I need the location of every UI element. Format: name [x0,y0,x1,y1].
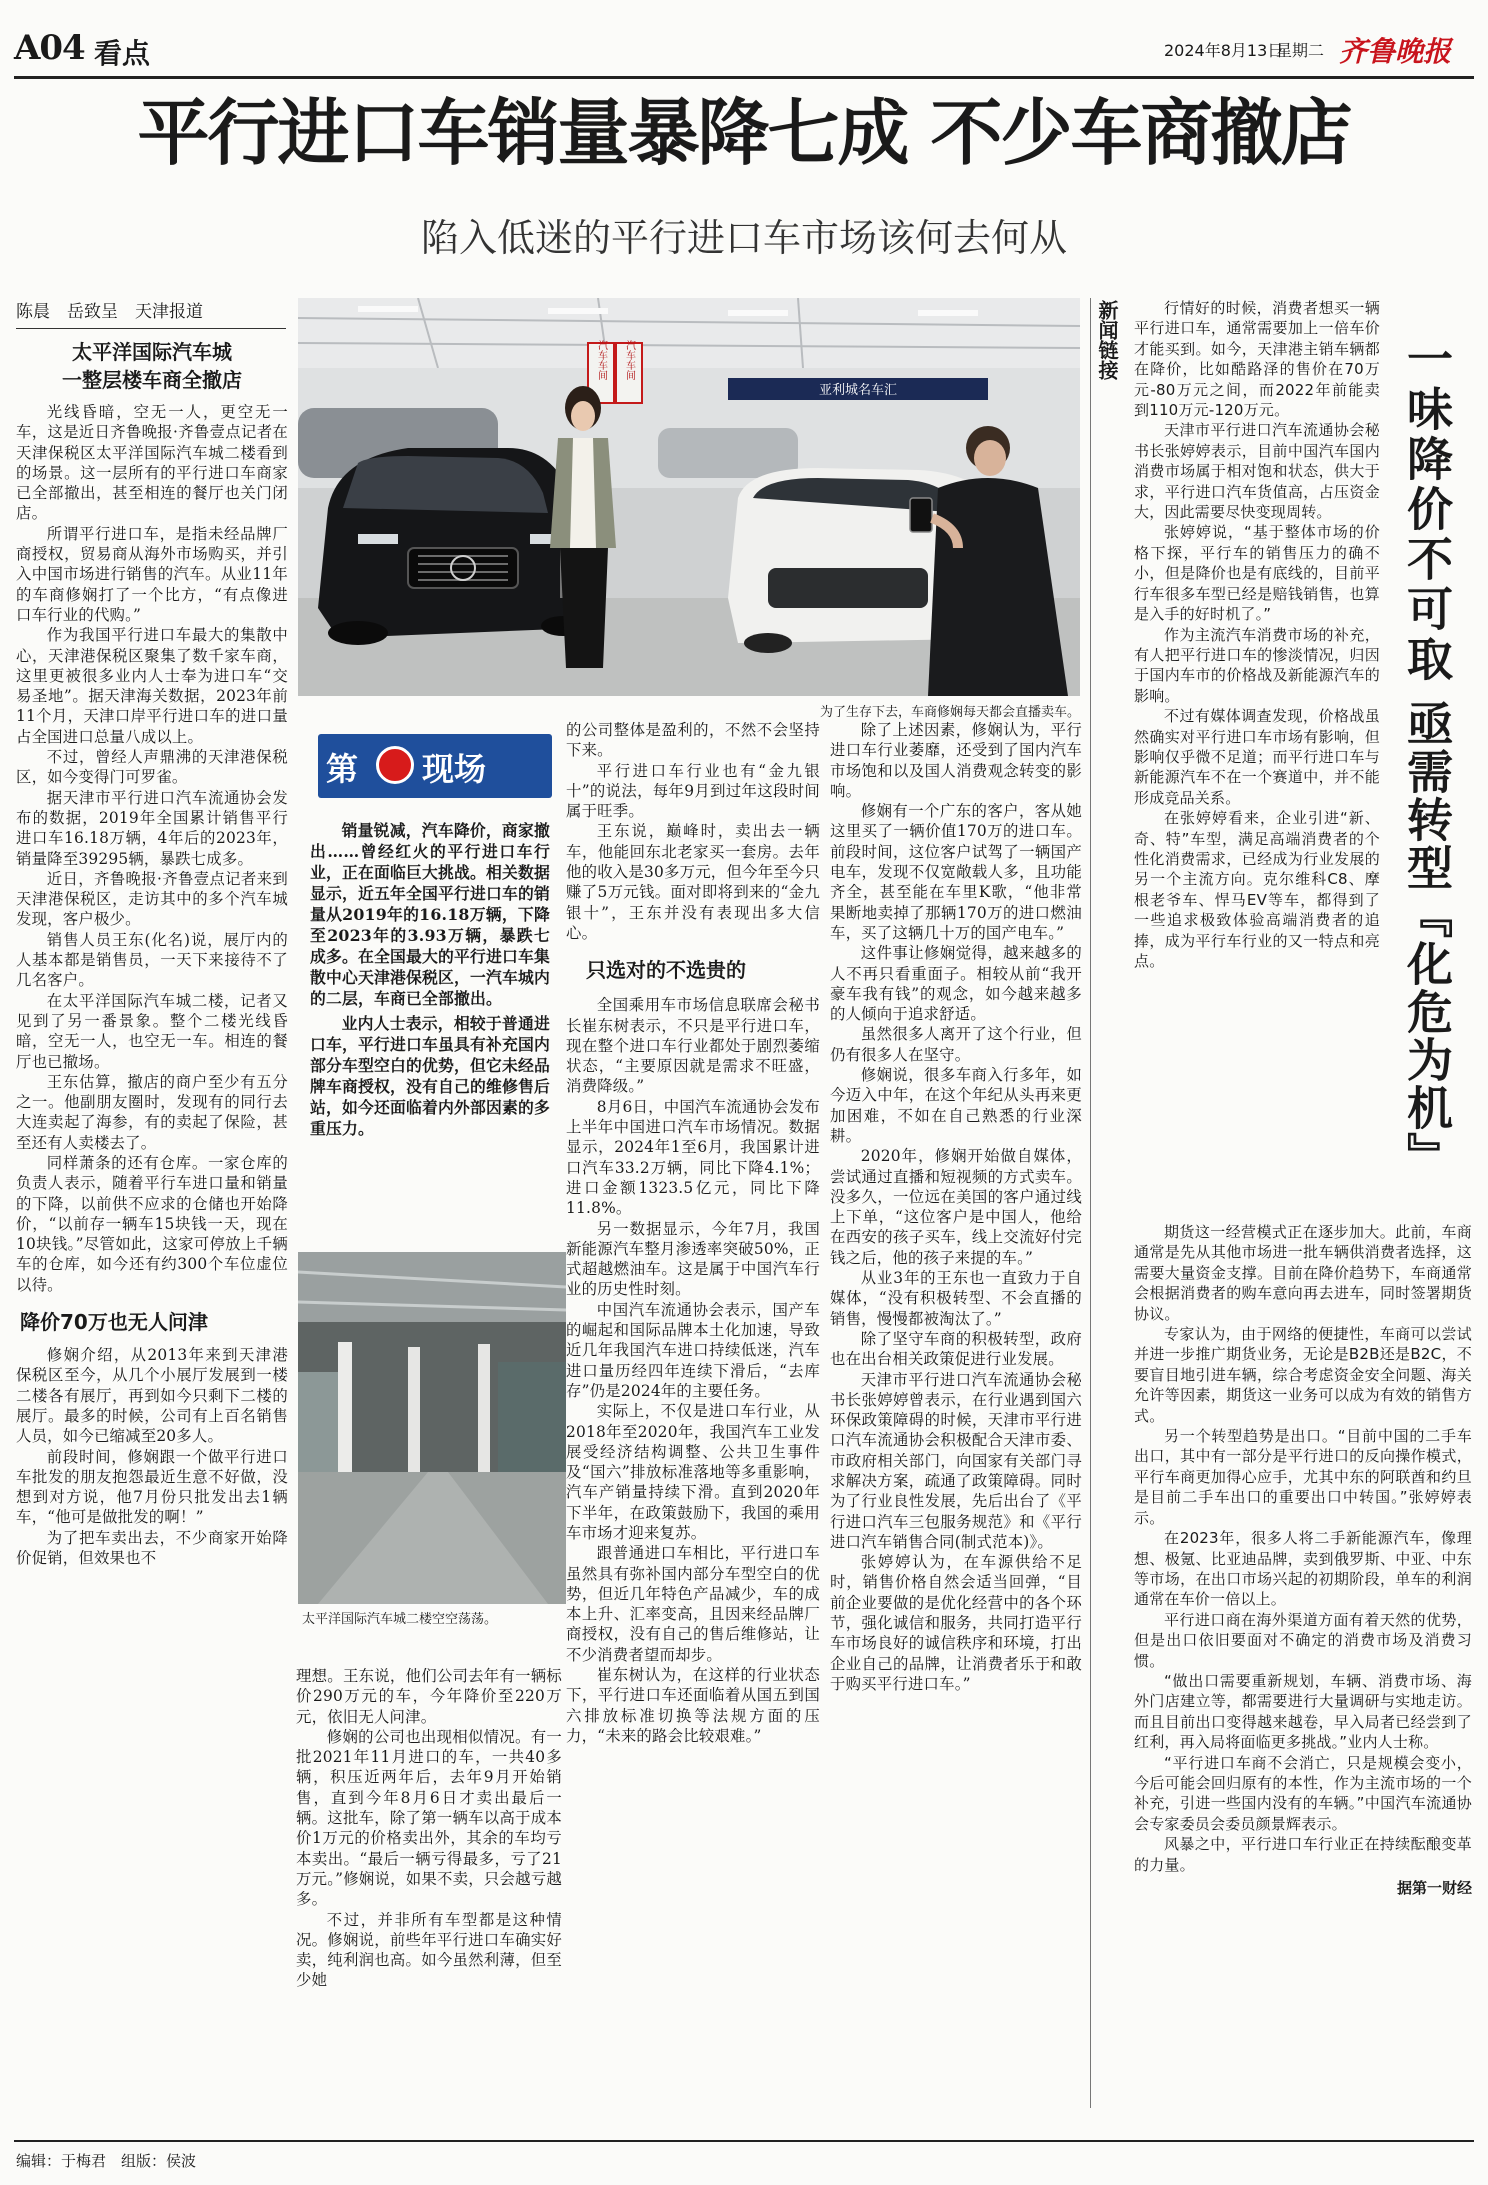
col1-para: 近日，齐鲁晚报·齐鲁壹点记者来到天津港保税区，走访其中的多个汽车城发现，客户极少。 [16,869,288,929]
sidebar-source: 据第一财经 [1396,1879,1472,1897]
sidebar-narrow [1134,298,1380,971]
sidebar-title-1: 一味降价不可取 [1400,335,1454,685]
col1-heading-2: 降价70万也无人问津 [20,1310,208,1335]
col4-para: 张婷婷认为，在车源供给不足时，销售价格自然会适当回弹，“目前企业要做的是优化经营中的各个环节，强化诚信和服务，共同打造平行车市场良好的诚信秩序和环境，打出企业自己的品牌，让消费者乐于和敢于购买平行进口车。” [830,1553,1082,1693]
col3-heading: 只选对的不选贵的 [586,958,746,983]
sidebar-para: 天津市平行进口汽车流通协会秘书长张婷婷表示，目前中国汽车国内消费市场属于相对饱和状态，供大于求，平行进口汽车货值高，占压资金大，因此需要尽快变现周转。 [1134,421,1380,522]
sidebar-para: “做出口需要重新规划，车辆、消费市场、海外门店建立等，都需要进行大量调研与实地走访。而且目前出口变得越来越卷，早入局者已经尝到了红利，再入局将面临更多挑战。”业内人士称。 [1134,1671,1472,1752]
column-4 [830,720,1082,1694]
scene-logo-left: 第 [326,750,359,788]
col1-para: 同样萧条的还有仓库。一家仓库的负责人表示，随着平行车进口量和销量的下降，以前供不应求的仓储也开始降价，“以前存一辆车15块钱一天，现在10块钱。”尽管如此，这家可停放上千辆车的仓库，如今还有约300个车位虚位以待。 [16,1153,288,1294]
col4-para: 除了上述因素，修娴认为，平行进口车行业萎靡，还受到了国内汽车市场饱和以及国人消费观念转变的影响。 [830,721,1082,800]
sidebar-label [1094,300,1120,380]
sidebar-para: 不过有媒体调查发现，价格战虽然确实对平行进口车市场有影响，但影响仅乎微不足道；而平行进口车与新能源汽车不在一个赛道中，并不能形成竞品关系。 [1134,707,1380,807]
sidebar-para: 行情好的时候，消费者想买一辆平行进口车，通常需要加上一倍车价才能买到。如今，天津港主销车辆都在降价，比如酷路泽的售价在70万元-80万元之间，而2022年前能卖到110万元-120万元。 [1134,299,1380,420]
lead-para: 销量锐减，汽车降价，商家撤出……曾经红火的平行进口车行业，正在面临巨大挑战。相关数据显示，近五年全国平行进口车的销量从2019年的16.18万辆，下降至2023年的3.93万辆，暴跌七成多。在全国最大的平行进口车集散中心天津港保税区，一汽车城内的二层，车商已全部撤出。 [310,821,550,1008]
paper-logo: 齐鲁晚报 [1339,35,1452,68]
scene-logo-mark [376,746,414,784]
page-header [14,28,1474,68]
col4-para: 2020年，修娴开始做自媒体，尝试通过直播和短视频的方式卖车。没多久，一位远在美国的客户通过线上下单，“这位客户是中国人，他给在西安的孩子买车，线上交流好付完钱之后，他的孩子来提的车。” [830,1147,1082,1267]
col1-para: 不过，曾经人声鼎沸的天津港保税区，如今变得门可罗雀。 [16,748,288,787]
sign-b: 汽车车间 [623,340,635,380]
col2-para: 不过，并非所有车型都是这种情况。修娴说，前些年平行进口车确实好卖，纯利润也高。如今虽然利薄，但至少她 [296,1910,562,1990]
col4-para: 修娴说，很多车商入行多年，如今迈入中年，在这个年纪从头再来更加困难，不如在自己熟悉的行业深耕。 [830,1066,1082,1145]
sign-a: 汽车车间 [595,340,607,380]
sidebar-para: 在张婷婷看来，企业引进“新、奇、特”车型，满足高端消费者的个性化消费需求，已经成为行业发展的另一个主流方向。克尔维科C8、摩根老爷车、悍马EV等车，都得到了一些追求极致体验高端消费者的追捧，成为平行车行业的又一特点和亮点。 [1134,809,1380,970]
col1-para: 据天津市平行进口汽车流通协会发布的数据，2019年全国累计销售平行进口车16.18万辆，4年后的2023年，销量降至39295辆，暴跌七成多。 [16,788,288,868]
col1-para: 王东估算，撤店的商户至少有五分之一。他副朋友圈时，发现有的同行去大连卖起了海参，有的卖起了保险，甚至还有人卖楼去了。 [16,1072,288,1152]
col3-para: 8月6日，中国汽车流通协会发布上半年中国进口汽车市场情况。数据显示，2024年1至6月，我国累计进口汽车33.2万辆，同比下降4.1%；进口金额1323.5亿元，同比下降11.8%。 [566,1097,820,1218]
col3-para: 平行进口车行业也有“金九银十”的说法，每年9月到过年这段时间属于旺季。 [566,761,820,821]
sidebar-para: 另一个转型趋势是出口。“目前中国的二手车出口，其中有一部分是平行进口的反向操作模式，平行车商更加得心应手，尤其中东的阿联酋和约旦是目前二手车出口的重要出口中转国。”张婷婷表示。 [1134,1427,1472,1527]
col4-para: 这件事让修娴觉得，越来越多的人不再只看重面子。相较从前“我开豪车我有钱”的观念，如今越来越多的人倾向于追求舒适。 [830,944,1082,1024]
column-3 [566,720,820,1746]
col3-para: 全国乘用车市场信息联席会秘书长崔东树表示，不只是平行进口车，现在整个进口车行业都处于剧烈萎缩状态，“主要原因就是需求不旺盛，消费降级。” [566,996,820,1096]
col4-para: 从业3年的王东也一直致力于自媒体，“没有积极转型、不会直播的销售，慢慢都被淘汰了。” [830,1269,1082,1328]
header-rule [14,76,1474,79]
empty-floor-photo-caption: 太平洋国际汽车城二楼空空荡荡。 [302,1612,498,1627]
news-link-label: 新闻链接 [1095,300,1119,380]
sidebar-title-2: 亟需转型『化危为机』 [1400,700,1454,1180]
empty-floor-photo [298,1252,566,1604]
headline-subtitle: 陷入低迷的平行进口车市场该何去何从 [420,216,1067,260]
col4-para: 虽然很多人离开了这个行业，但仍有很多人在坚守。 [830,1025,1082,1064]
col1-para: 修娴介绍，从2013年来到天津港保税区至今，从几个小展厅发展到一楼二楼各有展厅，再到如今只剩下二楼的展厅。最多的时候，公司有上百名销售人员，如今已缩减至20多人。 [16,1346,288,1446]
sidebar-para: 专家认为，由于网络的便捷性，车商可以尝试并进一步推广期货业务，无论是B2B还是B2C，不要盲目地引进车辆，综合考虑资金安全问题、海关允许等因素，期货这一业务可以成为有效的销售方式。 [1134,1325,1472,1425]
col2-para: 理想。王东说，他们公司去年有一辆标价290万元的车，今年降价至220万元，依旧无人问津。 [296,1667,562,1726]
lead-para: 业内人士表示，相较于普通进口车，平行进口车虽具有补充国内部分车型空白的优势，但它未经品牌车商授权，没有自己的维修售后站，如今还面临着内外部因素的多重压力。 [310,1014,550,1138]
col3-para: 的公司整体是盈利的，不然不会坚持下来。 [566,721,820,760]
sidebar-para: “平行进口车商不会消亡，只是规模会变小，今后可能会回归原有的本性，作为主流市场的一个补充，引进一些国内没有的车辆。”中国汽车流通协会专家委员会委员颜景辉表示。 [1134,1753,1472,1833]
page-label: A04 [14,28,85,68]
col4-para: 修娴有一个广东的客户，客从她这里买了一辆价值170万的进口车。前段时间，这位客户试驾了一辆国产电车，发现不仅宽敞载人多，且功能齐全，甚至能在车里K歌，“他非常果断地卖掉了那辆170万的进口燃油车，买了这辆几十万的国产电车。” [830,802,1082,942]
col1-para: 前段时间，修娴跟一个做平行进口车批发的朋友抱怨最近生意不好做，没想到对方说，他7月份只批发出去1辆车，“他可是做批发的啊！” [16,1447,288,1527]
issue-date: 2024年8月13日 [1164,41,1284,60]
col1-heading-line2: 一整层楼车商全撤店 [62,368,242,392]
showroom-photo [298,298,1080,696]
col3-para: 中国汽车流通协会表示，国产车的崛起和国际品牌本土化加速，导致近几年我国汽车进口持续低迷，汽车进口量历经四年连续下滑后，“去库存”仍是2024年的主要任务。 [566,1300,820,1400]
col1-para: 作为我国平行进口车最大的集散中心，天津港保税区聚集了数千家车商，这里更被很多业内人士奉为进口车“交易圣地”。据天津海关数据，2023年前11个月，天津口岸平行进口车的进口量占全国进口总量八成以上。 [16,626,288,746]
showroom-illustration [298,298,1080,696]
lead-block [310,820,550,1139]
col3-para: 另一数据显示，今年7月，我国新能源汽车整月渗透率突破50%，正式超越燃油车。这是属于中国汽车行业的历史性时刻。 [566,1219,820,1299]
col1-para: 为了把车卖出去，不少商家开始降价促销，但效果也不 [16,1528,288,1568]
column-1 [16,338,288,1568]
scene-logo [318,734,552,798]
col3-para: 实际上，不仅是进口车行业，从2018年至2020年，我国汽车工业发展受经济结构调整、公共卫生事件及“国六”排放标准落地等多重影响，汽车产销量持续下滑。直到2020年下半年，在政策鼓励下，我国的乘用车市场才迎来复苏。 [566,1402,820,1542]
footer-credits: 编辑：于梅君 组版：侯波 [16,2152,197,2170]
col3-para: 崔东树认为，在这样的行业状态下，平行进口车还面临着从国五到国六排放标准切换等法规方面的压力，“未来的路会比较艰难。” [566,1666,820,1745]
col1-para: 光线昏暗，空无一人，更空无一车，这是近日齐鲁晚报·齐鲁壹点记者在天津保税区太平洋国际汽车城二楼看到的场景。这一层所有的平行进口车商家已全部撤出，甚至相连的餐厅也关门闭店。 [16,403,288,523]
issue-weekday: 星期二 [1276,41,1325,60]
col1-heading [16,338,288,394]
col1-heading-line1: 太平洋国际汽车城 [72,340,232,364]
col4-para: 除了坚守车商的积极转型，政府也在出台相关政策促进行业发展。 [830,1329,1082,1369]
sidebar-para: 风暴之中，平行进口车行业正在持续酝酿变革的力量。 [1134,1835,1472,1874]
col1-para: 所谓平行进口车，是指未经品牌厂商授权，贸易商从海外市场购买，并引入中国市场进行销售的汽车。从业11年的车商修娴打了一个比方，“有点像进口车行业的代购。” [16,524,288,624]
showroom-banner: 亚利城名车汇 [818,383,898,398]
empty-floor-illustration [298,1252,566,1604]
col3-para: 跟普通进口车相比，平行进口车虽然具有弥补国内部分车型空白的优势，但近几年特色产品减少，车的成本上升、汇率变高，且因来经品牌厂商授权，没有自己的售后维修站，让不少消费者望而却步。 [566,1544,820,1664]
sidebar-divider [1090,298,1091,2108]
sidebar-para: 平行进口商在海外渠道方面有着天然的优势，但是出口依旧要面对不确定的消费市场及消费习惯。 [1134,1610,1472,1670]
sidebar-para: 在2023年，很多人将二手新能源汽车，像理想、极氪、比亚迪品牌，卖到俄罗斯、中亚、中东等市场，在出口市场兴起的初期阶段，单车的利润通常在车价一倍以上。 [1134,1529,1472,1609]
col1-para: 在太平洋国际汽车城二楼，记者又见到了另一番景象。整个二楼光线昏暗，空无一人，也空无一车。相连的餐厅也已撤场。 [16,991,288,1071]
col1-para: 销售人员王东(化名)说，展厅内的人基本都是销售员，一天下来接待不了几名客户。 [16,930,288,990]
sidebar-para: 张婷婷说，“基于整体市场的价格下探，平行车的销售压力的确不小，但是降价也是有底线的，目前平行车很多车型已经是赔钱销售，也算是入手的好时机了。” [1134,523,1380,624]
sidebar-para: 期货这一经营模式正在逐步加大。此前，车商通常是先从其他市场进一批车辆供消费者选择，这需要大量资金支撑。目前在降价趋势下，车商通常会根据消费者的购车意向再去进车，同时签署期货协议。 [1134,1223,1472,1323]
col3-para: 王东说，巅峰时，卖出去一辆车，他能回东北老家买一套房。去年他的收入是30多万元，但今年至今只赚了5万元钱。面对即将到来的“金九银十”，王东并没有表现出多大信心。 [566,822,820,942]
column-2-bottom [296,1666,562,1991]
footer-rule [14,2140,1474,2142]
col4-para: 天津市平行进口汽车流通协会秘书长张婷婷曾表示，在行业遇到国六环保政策障碍的时候，天津市平行进口汽车流通协会积极配合天津市委、市政府相关部门，向国家有关部门寻求解决方案，疏通了政策障碍。同时为了行业良性发展，先后出台了《平行进口汽车三包服务规范》和《平行进口汽车销售合同(制式范本)》。 [830,1370,1082,1551]
byline: 陈晨 岳致呈 天津报道 [16,297,286,329]
sidebar-para: 作为主流汽车消费市场的补充，有人把平行进口车的惨淡情况，归因于国内车市的价格战及新能源汽车的影响。 [1134,625,1380,705]
showroom-photo-caption: 为了生存下去，车商修娴每天都会直播卖车。 [819,705,1080,720]
sidebar-wide [1134,1222,1472,1898]
section-name: 看点 [94,37,151,70]
col2-para: 修娴的公司也出现相似情况。有一批2021年11月进口的车，一共40多辆，积压近两年后，去年9月开始销售，直到今年8月6日才卖出最后一辆。这批车，除了第一辆车以高于成本价1万元的价格卖出外，其余的车均亏本卖出。“最后一辆亏得最多，亏了21万元。”修娴说，如果不卖，只会越亏越多。 [296,1727,562,1909]
scene-logo-right: 现场 [422,750,487,788]
headline-title: 平行进口车销量暴降七成 不少车商撤店 [137,90,1351,175]
